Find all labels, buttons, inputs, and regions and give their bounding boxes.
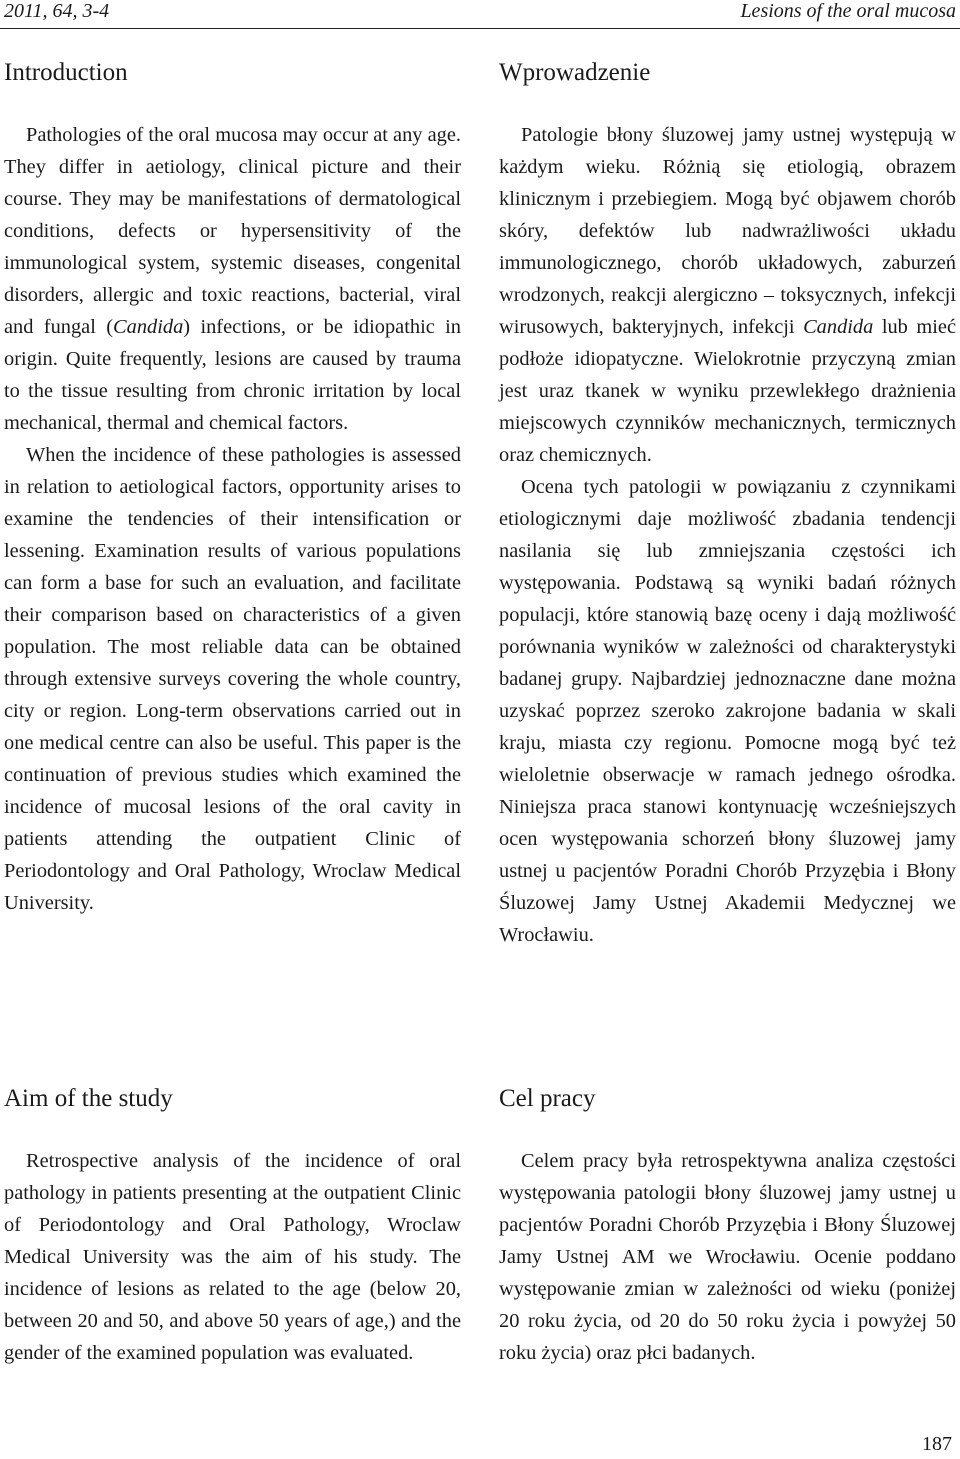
running-header <box>0 0 960 26</box>
cel-pracy-section <box>499 1081 956 1369</box>
polish-column <box>499 55 956 1364</box>
wprowadzenie-paragraph-1: Patologie błony śluzowej jamy ustnej występują w każdym wieku. Różnią się etiologią, obrazem klinicznym i przebiegiem. Mogą być objawem chorób skóry, defektów lub nadwrażliwości układu immunologicznego, chorób układowych, zaburzeń wrodzonych, reakcji alergiczno – toksycznych, infekcji wirusowych, bakteryjnych, infekcji Candida lub mieć podłoże idiopatyczne. Wielokrotnie przyczyną zmian jest uraz tkanek w wyniku przewlekłego drażnienia miejscowych czynników mechanicznych, termicznych oraz chemicznych. <box>499 124 956 466</box>
aim-paragraph: Retrospective analysis of the incidence of oral pathology in patients presenting at the outpatient Clinic of Periodontology and Oral Pathology, Wroclaw Medical University was the aim of his study. The incidence of lesions as related to the age (below 20, between 20 and 50, and above 50 years of age,) and the gender of the examined population was evaluated. <box>4 1150 461 1364</box>
introduction-heading: Introduction <box>4 59 128 86</box>
header-rule <box>0 28 960 29</box>
aim-heading: Aim of the study <box>4 1085 173 1112</box>
introduction-paragraph-1: Pathologies of the oral mucosa may occur at any age. They differ in aetiology, clinical picture and their course. They may be manifestations of dermatological conditions, defects or hypersensitivity of the immunological system, systemic diseases, congenital disorders, allergic and toxic reactions, bacterial, viral and fungal (Candida) infections, or be idiopathic in origin. Quite frequently, lesions are caused by trauma to the tissue resulting from chronic irritation by local mechanical, thermal and chemical factors. <box>4 124 461 434</box>
aim-section <box>4 1081 461 1369</box>
wprowadzenie-paragraph-2: Ocena tych patologii w powiązaniu z czynnikami etiologicznymi daje możliwość zbadania tendencji nasilania się lub zmniejszania częstości ich występowania. Podstawą są wyniki badań różnych populacji, które stanowią bazę oceny i dają możliwość porównania wyników w zależności od charakterystyki badanej grupy. Najbardziej jednoznaczne dane można uzyskać poprzez szeroko zakrojone badania w skali kraju, miasta czy regionu. Pomocne mogą być też wieloletnie obserwacje w ramach jednego ośrodka. Niniejsza praca stanowi kontynuację wcześniejszych ocen występowania schorzeń błony śluzowej jamy ustnej u pacjentów Poradni Chorób Przyzębia i Błony Śluzowej Jamy Ustnej Akademii Medycznej we Wrocławiu. <box>499 476 956 946</box>
introduction-paragraph-2: When the incidence of these pathologies is assessed in relation to aetiological factors, opportunity arises to examine the tendencies of their intensification or lessening. Examination results of various populations can form a base for such an evaluation, and facilitate their comparison based on characteristics of a given population. The most reliable data can be obtained through extensive surveys covering the whole country, city or region. Long-term observations carried out in one medical centre can also be useful. This paper is the continuation of previous studies which examined the incidence of mucosal lesions of the oral cavity in patients attending the outpatient Clinic of Periodontology and Oral Pathology, Wroclaw Medical University. <box>4 444 461 914</box>
cel-pracy-paragraph: Celem pracy była retrospektywna analiza częstości występowania patologii błony śluzowej jamy ustnej u pacjentów Poradni Chorób Przyzębia i Błony Śluzowej Jamy Ustnej AM we Wrocławiu. Ocenie poddano występowanie zmian w zależności od wieku (poniżej 20 roku życia, od 20 do 50 roku życia i powyżej 50 roku życia) oraz płci badanych. <box>499 1150 956 1364</box>
journal-issue: 2011, 64, 3-4 <box>4 0 110 22</box>
cel-pracy-heading: Cel pracy <box>499 1085 596 1112</box>
wprowadzenie-heading: Wprowadzenie <box>499 59 651 86</box>
english-column <box>4 55 461 1364</box>
page-number: 187 <box>922 1433 952 1455</box>
running-title: Lesions of the oral mucosa <box>740 0 956 22</box>
